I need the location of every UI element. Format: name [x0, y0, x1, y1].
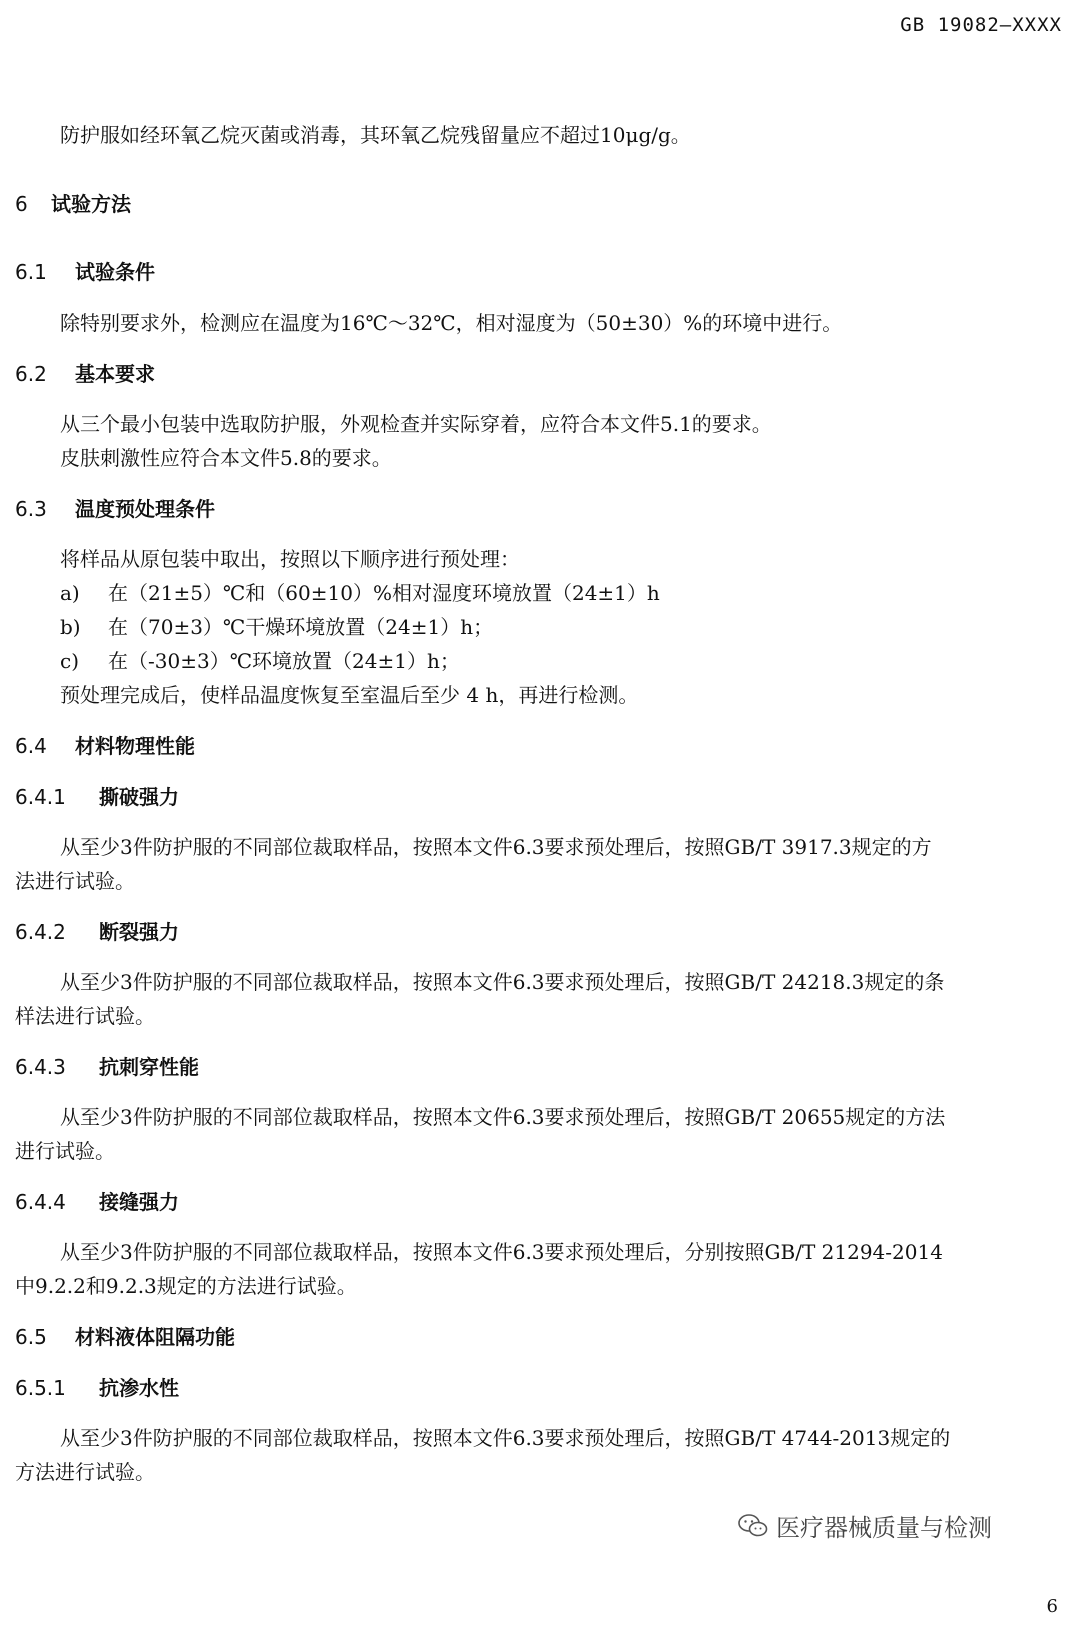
list-item — [60, 579, 660, 607]
watermark-text: 医疗器械质量与检测 — [776, 1514, 992, 1542]
section-number: 6.3 — [15, 497, 47, 521]
section-6-3-intro: 将样品从原包装中取出，按照以下顺序进行预处理： — [60, 547, 520, 571]
section-6-4-3-line-1: 从至少3件防护服的不同部位裁取样品，按照本文件6.3要求预处理后，按照GB/T 20655规定的方法 — [60, 1105, 946, 1129]
section-6-4-1-heading — [15, 783, 179, 811]
list-marker: b) — [60, 615, 81, 639]
section-6-1-text: 除特别要求外，检测应在温度为16℃～32℃，相对湿度为（50±30）%的环境中进行。 — [60, 311, 843, 335]
list-text: 在（-30±3）℃环境放置（24±1）h； — [108, 649, 460, 673]
list-marker: c) — [60, 649, 80, 673]
section-title: 基本要求 — [75, 362, 155, 386]
list-marker: a) — [60, 581, 80, 605]
section-number: 6 — [15, 192, 28, 216]
section-6-2-text-2: 皮肤刺激性应符合本文件5.8的要求。 — [60, 446, 392, 470]
section-6-4-1-line-2: 法进行试验。 — [15, 869, 135, 893]
section-title: 撕破强力 — [99, 785, 179, 809]
watermark — [738, 1508, 992, 1543]
section-title: 材料液体阻隔功能 — [75, 1325, 235, 1349]
section-6-2-text-1: 从三个最小包装中选取防护服，外观检查并实际穿着，应符合本文件5.1的要求。 — [60, 412, 772, 436]
list-text: 在（70±3）℃干燥环境放置（24±1）h； — [108, 615, 494, 639]
section-6-4-3-line-2: 进行试验。 — [15, 1139, 115, 1163]
section-6-4-2-heading — [15, 918, 179, 946]
section-number: 6.4.3 — [15, 1055, 66, 1079]
section-number: 6.2 — [15, 362, 47, 386]
section-6-4-4-line-2: 中9.2.2和9.2.3规定的方法进行试验。 — [15, 1274, 357, 1298]
section-6-3-outro: 预处理完成后，使样品温度恢复至室温后至少 4 h，再进行检测。 — [60, 683, 639, 707]
section-number: 6.4.4 — [15, 1190, 66, 1214]
section-title: 试验方法 — [51, 192, 131, 216]
intro-paragraph: 防护服如经环氧乙烷灭菌或消毒，其环氧乙烷残留量应不超过10μg/g。 — [60, 123, 691, 147]
section-title: 试验条件 — [75, 260, 155, 284]
section-title: 接缝强力 — [99, 1190, 179, 1214]
section-number: 6.1 — [15, 260, 47, 284]
section-title: 断裂强力 — [99, 920, 179, 944]
list-item — [60, 647, 460, 675]
section-6-4-3-heading — [15, 1053, 199, 1081]
list-text: 在（21±5）℃和（60±10）%相对湿度环境放置（24±1）h — [108, 581, 660, 605]
section-6-4-1-line-1: 从至少3件防护服的不同部位裁取样品，按照本文件6.3要求预处理后，按照GB/T 3917.3规定的方 — [60, 835, 932, 859]
section-title: 抗渗水性 — [99, 1376, 179, 1400]
wechat-icon — [738, 1513, 768, 1539]
section-number: 6.4.2 — [15, 920, 66, 944]
section-title: 温度预处理条件 — [75, 497, 215, 521]
standard-code: GB 19082—XXXX — [900, 14, 1062, 36]
section-6-4-4-heading — [15, 1188, 179, 1216]
section-title: 材料物理性能 — [75, 734, 195, 758]
section-number: 6.5 — [15, 1325, 47, 1349]
section-6-5-1-line-2: 方法进行试验。 — [15, 1460, 155, 1484]
section-number: 6.5.1 — [15, 1376, 66, 1400]
section-6-3-heading — [15, 495, 215, 523]
section-6-5-heading — [15, 1323, 235, 1351]
section-6-4-2-line-2: 样法进行试验。 — [15, 1004, 155, 1028]
section-number: 6.4 — [15, 734, 47, 758]
page-number: 6 — [1046, 1596, 1058, 1617]
section-6-4-4-line-1: 从至少3件防护服的不同部位裁取样品，按照本文件6.3要求预处理后，分别按照GB/T 21294-2014 — [60, 1240, 943, 1264]
section-number: 6.4.1 — [15, 785, 66, 809]
list-item — [60, 613, 493, 641]
section-6-5-1-heading — [15, 1374, 179, 1402]
section-6-4-2-line-1: 从至少3件防护服的不同部位裁取样品，按照本文件6.3要求预处理后，按照GB/T 24218.3规定的条 — [60, 970, 945, 994]
section-6-1-heading — [15, 258, 155, 286]
section-6-heading — [15, 190, 131, 218]
section-title: 抗刺穿性能 — [99, 1055, 199, 1079]
section-6-2-heading — [15, 360, 155, 388]
section-6-5-1-line-1: 从至少3件防护服的不同部位裁取样品，按照本文件6.3要求预处理后，按照GB/T 4744-2013规定的 — [60, 1426, 951, 1450]
section-6-4-heading — [15, 732, 195, 760]
